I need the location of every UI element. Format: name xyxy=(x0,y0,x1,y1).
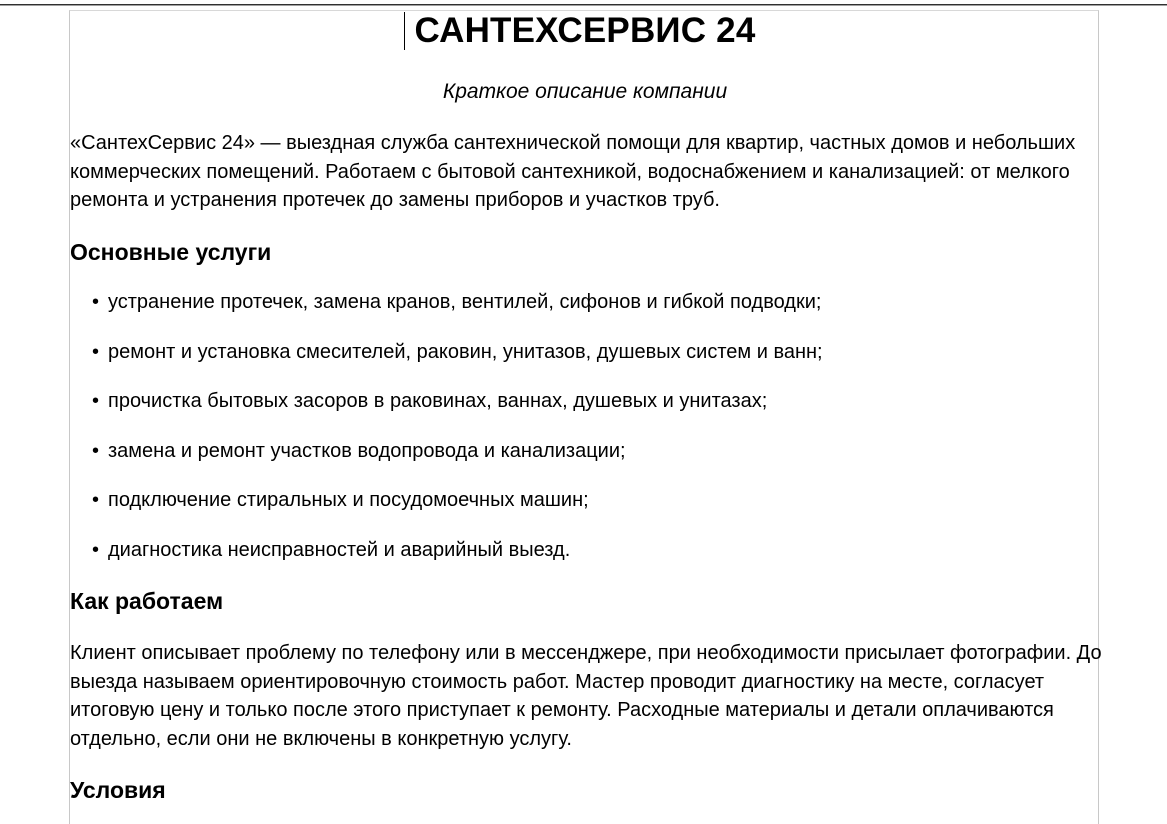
list-item xyxy=(92,536,823,586)
list-item-text: устранение протечек, замена кранов, вентилей, сифонов и гибкой подводки; xyxy=(108,291,822,313)
services-heading: Основные услуги xyxy=(70,239,272,265)
list-item xyxy=(92,437,823,487)
bullet-icon: • xyxy=(92,489,100,511)
intro-paragraph: «СантехСервис 24» — выездная служба сантехнической помощи для квартир, частных домов и небольших коммерческих помещений. Работаем с бытовой сантехникой, водоснабжением и канализацией: от мелкого ремонта и устранения протечек до замены приборов и участков труб. xyxy=(70,132,1076,211)
list-item xyxy=(92,288,823,338)
terms-heading: Условия xyxy=(70,777,166,803)
how-we-work-paragraph: Клиент описывает проблему по телефону или в мессенджере, при необходимости присылает фотографии. До выезда называем ориентировочную стоимость работ. Мастер проводит диагностику на месте, согласует итоговую цену и только после этого приступает к ремонту. Расходные материалы и детали оплачиваются отдельно, если они не включены в конкретную услугу. xyxy=(70,642,1102,750)
how-we-work-heading: Как работаем xyxy=(70,588,224,614)
list-item-text: ремонт и установка смесителей, раковин, унитазов, душевых систем и ванн; xyxy=(108,340,823,363)
bullet-icon: • xyxy=(92,439,100,462)
list-item-text: замена и ремонт участков водопровода и канализации; xyxy=(108,439,626,462)
document-title: САНТЕХСЕРВИС 24 xyxy=(414,11,756,50)
list-item-text: прочистка бытовых засоров в раковинах, ваннах, душевых и унитазах; xyxy=(108,390,768,412)
window-top-border-light xyxy=(0,5,1167,6)
list-item xyxy=(92,338,823,388)
services-list xyxy=(92,288,823,585)
bullet-icon: • xyxy=(92,538,100,561)
bullet-icon: • xyxy=(92,390,100,412)
list-item-text: подключение стиральных и посудомоечных машин; xyxy=(108,489,589,511)
bullet-icon: • xyxy=(92,291,100,313)
list-item xyxy=(92,387,823,437)
bullet-icon: • xyxy=(92,340,100,363)
list-item xyxy=(92,486,823,536)
list-item-text: диагностика неисправностей и аварийный выезд. xyxy=(108,538,571,561)
document-subtitle: Краткое описание компании xyxy=(442,80,728,103)
